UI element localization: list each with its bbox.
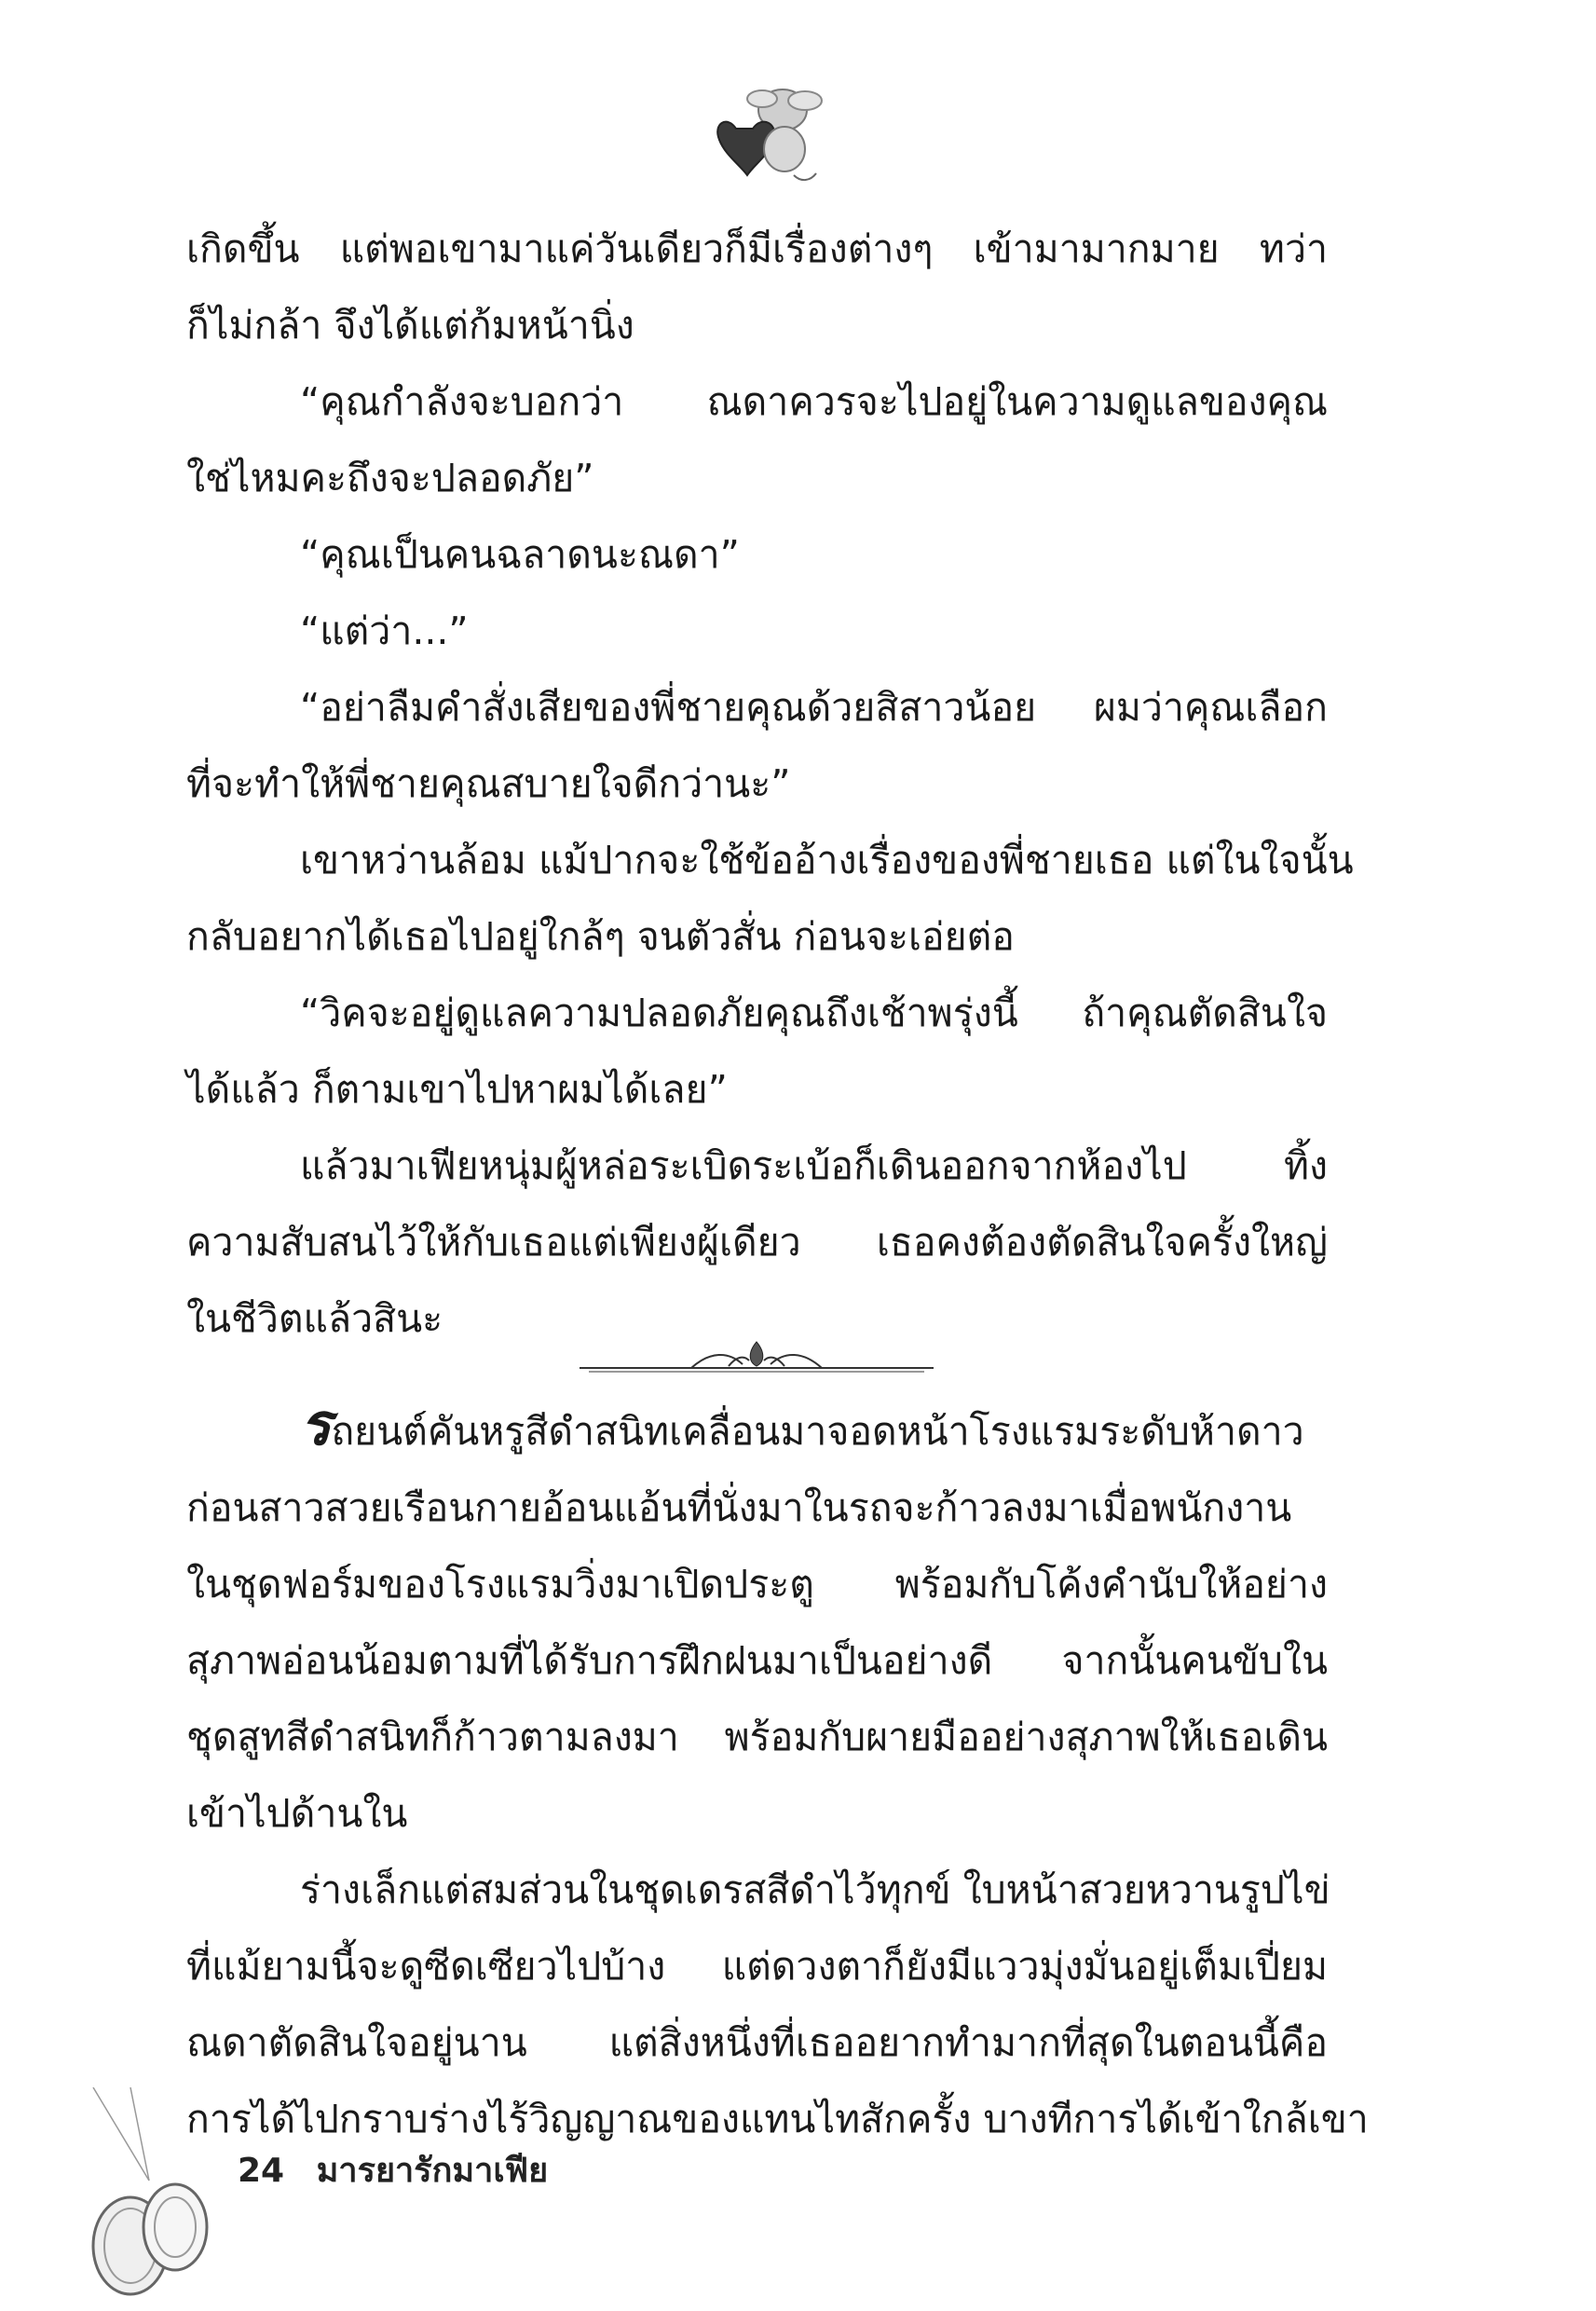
text-line: ความสับสนไว้ให้กับเธอแต่เพียงผู้เดียว เธอคงต้องตัดสินใจครั้งใหญ่ (186, 1220, 1328, 1265)
text-line: “อย่าลืมคำสั่งเสียของพี่ชายคุณด้วยสิสาวน้อย ผมว่าคุณเลือก (300, 685, 1328, 730)
text-line: ได้แล้ว ก็ตามเขาไปหาผมได้เลย” (186, 1067, 728, 1112)
text-line: “แต่ว่า...” (300, 609, 469, 653)
drop-cap: ร (300, 1390, 332, 1458)
book-title: มารยารักมาเฟีย (316, 2152, 549, 2190)
ornament-divider-icon (580, 1333, 934, 1388)
text-part-1 (186, 211, 1354, 1357)
text-line: ในชุดฟอร์มของโรงแรมวิ่งมาเปิดประตู พร้อมกับโค้งคำนับให้อย่าง (186, 1562, 1328, 1607)
text-line: “คุณเป็นคนฉลาดนะณดา” (300, 532, 740, 577)
text-line: “วิคจะอยู่ดูแลความปลอดภัยคุณถึงเช้าพรุ่งนี้ ถ้าคุณตัดสินใจ (300, 991, 1328, 1035)
text-line: “คุณกำลังจะบอกว่า ณดาควรจะไปอยู่ในความดูแลของคุณ (300, 379, 1328, 424)
cupid-heart-icon (708, 73, 829, 194)
text-line: แล้วมาเฟียหนุ่มผู้หล่อระเบิดระเบ้อก็เดินออกจากห้องไป ทิ้ง (300, 1143, 1328, 1188)
text-line: ก็ไม่กล้า จึงได้แต่ก้มหน้านิ่ง (186, 303, 634, 348)
text-line: ก่อนสาวสวยเรือนกายอ้อนแอ้นที่นั่งมาในรถจะก้าวลงมาเมื่อพนักงาน (186, 1485, 1292, 1530)
text-line: เข้าไปด้านใน (186, 1791, 408, 1836)
text-line: ในชีวิตแล้วสินะ (186, 1296, 443, 1341)
locket-pendant-icon (75, 2087, 214, 2302)
page-number: 24 (238, 2152, 285, 2190)
text-line: ณดาตัดสินใจอยู่นาน แต่สิ่งหนึ่งที่เธออยากทำมากที่สุดในตอนนี้คือ (186, 2020, 1328, 2065)
page-footer (238, 2143, 568, 2196)
text-line: ที่จะทำให้พี่ชายคุณสบายใจดีกว่านะ” (186, 761, 791, 806)
text-line: กลับอยากได้เธอไปอยู่ใกล้ๆ จนตัวสั่น ก่อนจะเอ่ยต่อ (186, 914, 1015, 959)
text-line: ที่แม้ยามนี้จะดูซีดเซียวไปบ้าง แต่ดวงตาก็ยังมีแววมุ่งมั่นอยู่เต็มเปี่ยม (186, 1944, 1328, 1989)
text-line: ใช่ไหมคะถึงจะปลอดภัย” (186, 456, 594, 500)
text-line: เกิดขึ้น แต่พอเขามาแค่วันเดียวก็มีเรื่องต่างๆ เข้ามามากมาย ทว่า (186, 226, 1328, 271)
text-part-2 (186, 1390, 1369, 2157)
text-line: การได้ไปกราบร่างไร้วิญญาณของแทนไทสักครั้ง บางทีการได้เข้าใกล้เขา (186, 2097, 1369, 2141)
text-line: ร่างเล็กแต่สมส่วนในชุดเดรสสีดำไว้ทุกข์ ใบหน้าสวยหวานรูปไข่ (300, 1867, 1330, 1912)
first-line-text: ถยนต์คันหรูสีดำสนิทเคลื่อนมาจอดหน้าโรงแรมระดับห้าดาว (331, 1409, 1304, 1454)
text-line: สุภาพอ่อนน้อมตามที่ได้รับการฝึกฝนมาเป็นอย่างดี จากนั้นคนขับใน (186, 1638, 1328, 1683)
text-line: ชุดสูทสีดำสนิทก็ก้าวตามลงมา พร้อมกับผายมืออย่างสุภาพให้เธอเดิน (186, 1715, 1328, 1759)
text-line: เขาหว่านล้อม แม้ปากจะใช้ข้ออ้างเรื่องของพี่ชายเธอ แต่ในใจนั้น (300, 838, 1354, 882)
text-line (186, 1390, 1328, 1470)
